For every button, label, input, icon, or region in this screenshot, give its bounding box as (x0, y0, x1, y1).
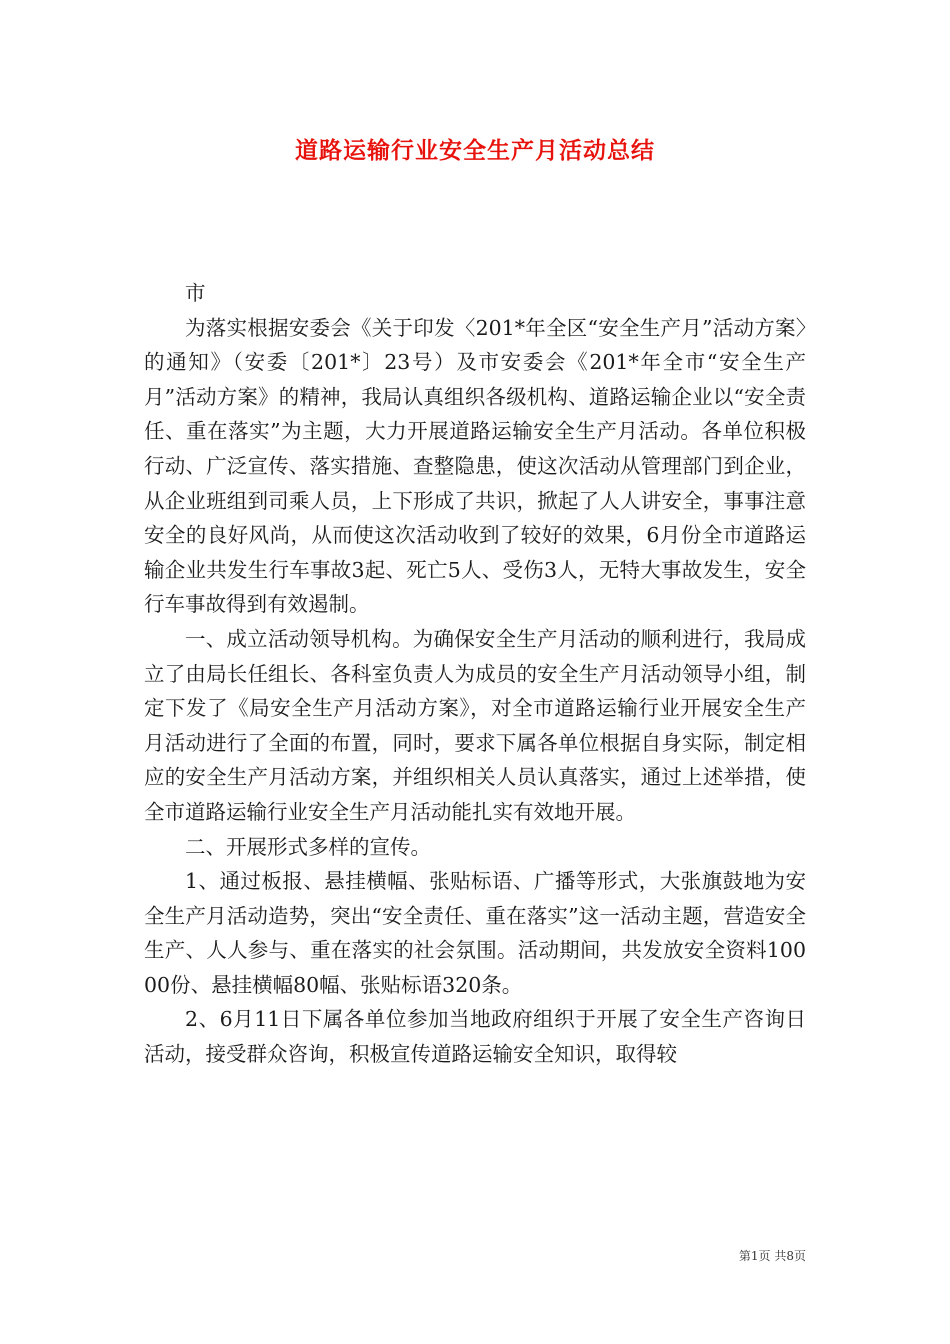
paragraph-intro: 为落实根据安委会《关于印发〈201*年全区“安全生产月”活动方案〉的通知》（安委〔201*〕23号）及市安委会《201*年全市“安全生产月”活动方案》的精神，我局认真组织各级机构、道路运输企业以“安全责任、重在落实”为主题，大力开展道路运输安全生产月活动。各单位积极行动、广泛宣传、落实措施、查整隐患，使这次活动从管理部门到企业，从企业班组到司乘人员，上下形成了共识，掀起了人人讲安全，事事注意安全的良好风尚，从而使这次活动收到了较好的效果，6月份全市道路运输企业共发生行车事故3起、死亡5人、受伤3人，无特大事故发生，安全行车事故得到有效遏制。 (144, 315, 806, 617)
paragraph-section-2-heading: 二、开展形式多样的宣传。 (185, 834, 431, 859)
document-title: 道路运输行业安全生产月活动总结 (295, 138, 655, 164)
paragraph-item-1: 1、通过板报、悬挂横幅、张贴标语、广播等形式，大张旗鼓地为安全生产月活动造势，突出“安全责任、重在落实”这一活动主题，营造安全生产、人人参与、重在落实的社会氛围。活动期间，共发放安全资料10000份、悬挂横幅80幅、张贴标语320条。 (144, 869, 806, 997)
page-number: 第1页 共8页 (738, 1249, 806, 1263)
document-body (144, 276, 806, 1072)
paragraph-item-2: 2、6月11日下属各单位参加当地政府组织于开展了安全生产咨询日活动，接受群众咨询，积极宣传道路运输安全知识，取得较 (144, 1007, 806, 1067)
paragraph-addressee: 市 (185, 281, 206, 305)
paragraph-section-1: 一、成立活动领导机构。为确保安全生产月活动的顺利进行，我局成立了由局长任组长、各科室负责人为成员的安全生产月活动领导小组，制定下发了《局安全生产月活动方案》，对全市道路运输行业开展安全生产月活动进行了全面的布置，同时，要求下属各单位根据自身实际，制定相应的安全生产月活动方案，并组织相关人员认真落实，通过上述举措，使全市道路运输行业安全生产月活动能扎实有效地开展。 (144, 626, 806, 824)
